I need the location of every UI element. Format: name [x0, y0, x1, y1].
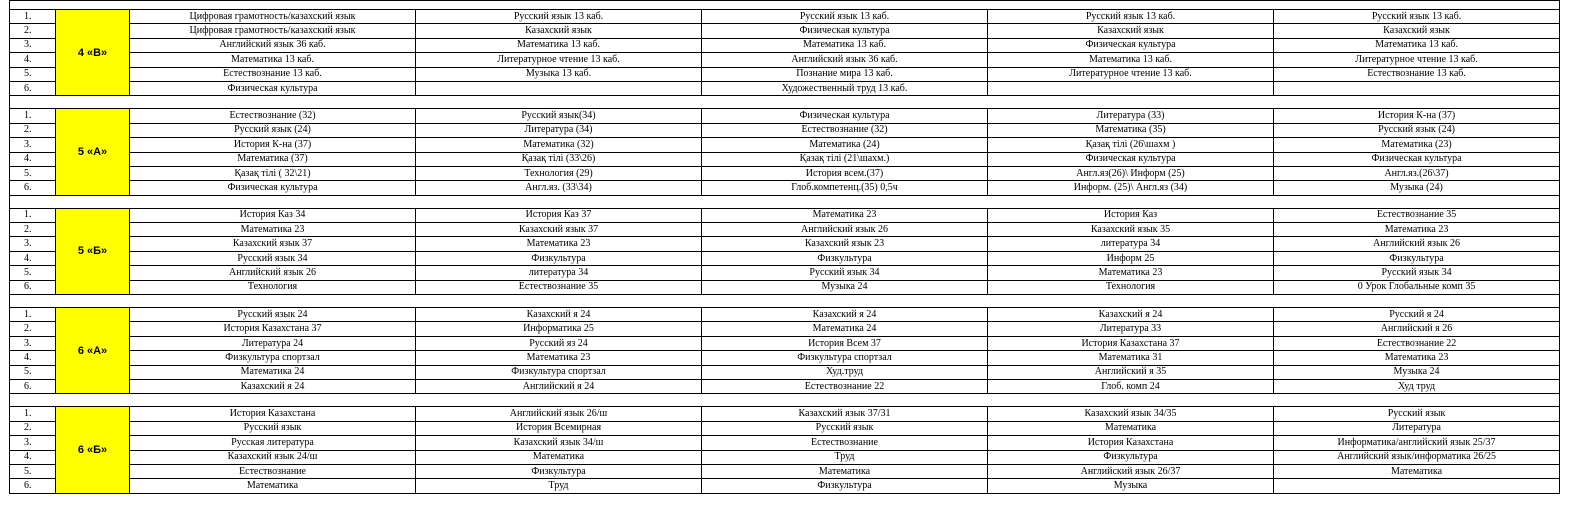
- subject-cell: [416, 81, 702, 95]
- subject-cell: Русский язык (24): [1274, 123, 1560, 137]
- class-name-cell: 5 «А»: [56, 109, 130, 195]
- separator-row: [10, 295, 1560, 308]
- lesson-number: 4.: [10, 152, 56, 166]
- subject-cell: Математика (35): [988, 123, 1274, 137]
- subject-cell: Цифровая грамотность/казахский язык: [130, 10, 416, 24]
- subject-cell: Естествознание: [130, 464, 416, 478]
- subject-cell: Казахский язык 24/ш: [130, 450, 416, 464]
- subject-cell: Худ.труд: [702, 365, 988, 379]
- subject-cell: Математика: [416, 450, 702, 464]
- subject-cell: Казахский язык: [988, 24, 1274, 38]
- subject-cell: Казахский язык 37: [416, 223, 702, 237]
- subject-cell: Физкультура спортзал: [130, 351, 416, 365]
- subject-cell: Физкультура: [702, 251, 988, 265]
- subject-cell: Казахский я 24: [416, 308, 702, 322]
- schedule-row: [10, 421, 1560, 435]
- subject-cell: Информ. (25)\ Англ.яз (34): [988, 181, 1274, 195]
- lesson-number: 3.: [10, 336, 56, 350]
- subject-cell: Художественный труд 13 каб.: [702, 81, 988, 95]
- subject-cell: История К-на (37): [130, 138, 416, 152]
- subject-cell: Английский язык 26: [1274, 237, 1560, 251]
- schedule-row: [10, 251, 1560, 265]
- separator-row: [10, 96, 1560, 109]
- schedule-row: [10, 436, 1560, 450]
- lesson-number: 5.: [10, 166, 56, 180]
- schedule-row: [10, 280, 1560, 294]
- subject-cell: Технология: [130, 280, 416, 294]
- subject-cell: Информатика 25: [416, 322, 702, 336]
- subject-cell: Математика 24: [130, 365, 416, 379]
- subject-cell: Математика: [988, 421, 1274, 435]
- subject-cell: История Казахстана: [130, 407, 416, 421]
- lesson-number: 1.: [10, 208, 56, 222]
- subject-cell: Технология: [988, 280, 1274, 294]
- subject-cell: История всем.(37): [702, 166, 988, 180]
- lesson-number: 2.: [10, 421, 56, 435]
- lesson-number: 6.: [10, 479, 56, 493]
- subject-cell: Русский язык: [130, 421, 416, 435]
- subject-cell: Естествознание: [702, 436, 988, 450]
- subject-cell: Информ 25: [988, 251, 1274, 265]
- schedule-row: [10, 479, 1560, 493]
- subject-cell: Математика 23: [1274, 223, 1560, 237]
- schedule-row: [10, 67, 1560, 81]
- schedule-row: [10, 464, 1560, 478]
- schedule-row: [10, 266, 1560, 280]
- lesson-number: 4.: [10, 351, 56, 365]
- subject-cell: Казахский язык 34/35: [988, 407, 1274, 421]
- schedule-row: [10, 123, 1560, 137]
- subject-cell: Математика 23: [1274, 351, 1560, 365]
- lesson-number: 5.: [10, 266, 56, 280]
- subject-cell: Казахский язык: [1274, 24, 1560, 38]
- subject-cell: Математика 23: [702, 208, 988, 222]
- subject-cell: Английский я 35: [988, 365, 1274, 379]
- schedule-row: [10, 208, 1560, 222]
- lesson-number: 6.: [10, 379, 56, 393]
- subject-cell: Казахский я 24: [702, 308, 988, 322]
- subject-cell: Русский язык(34): [416, 109, 702, 123]
- subject-cell: Естествознание 22: [702, 379, 988, 393]
- subject-cell: Русская литература: [130, 436, 416, 450]
- subject-cell: Математика 13 каб.: [416, 38, 702, 52]
- lesson-number: 6.: [10, 181, 56, 195]
- subject-cell: Математика 23: [416, 237, 702, 251]
- subject-cell: литература 34: [416, 266, 702, 280]
- subject-cell: Англ.яз(26)\ Информ (25): [988, 166, 1274, 180]
- subject-cell: Русский язык 13 каб.: [1274, 10, 1560, 24]
- lesson-number: 5.: [10, 67, 56, 81]
- subject-cell: Музыка: [988, 479, 1274, 493]
- subject-cell: Физическая культура: [702, 109, 988, 123]
- schedule-row: [10, 152, 1560, 166]
- subject-cell: Физкультура спортзал: [416, 365, 702, 379]
- schedule-row: [10, 237, 1560, 251]
- subject-cell: Информатика/английский язык 25/37: [1274, 436, 1560, 450]
- schedule-row: [10, 138, 1560, 152]
- lesson-number: 3.: [10, 38, 56, 52]
- lesson-number: 4.: [10, 53, 56, 67]
- subject-cell: Казахский я 24: [988, 308, 1274, 322]
- class-name-cell: 6 «А»: [56, 308, 130, 394]
- schedule-row: [10, 53, 1560, 67]
- separator-row: [10, 195, 1560, 208]
- subject-cell: Глоб. комп 24: [988, 379, 1274, 393]
- lesson-number: 6.: [10, 81, 56, 95]
- subject-cell: Естествознание 35: [1274, 208, 1560, 222]
- subject-cell: Русский язык 13 каб.: [416, 10, 702, 24]
- lesson-number: 2.: [10, 322, 56, 336]
- lesson-number: 2.: [10, 223, 56, 237]
- subject-cell: Казахский язык 35: [988, 223, 1274, 237]
- subject-cell: Русский я 24: [1274, 308, 1560, 322]
- subject-cell: Англ.яз.(26\37): [1274, 166, 1560, 180]
- subject-cell: Математика: [1274, 464, 1560, 478]
- schedule-row: [10, 308, 1560, 322]
- subject-cell: Английский язык 26: [130, 266, 416, 280]
- class-name-cell: 6 «Б»: [56, 407, 130, 493]
- subject-cell: Математика: [702, 464, 988, 478]
- subject-cell: Англ.яз. (33\34): [416, 181, 702, 195]
- lesson-number: 3.: [10, 237, 56, 251]
- subject-cell: Математика (37): [130, 152, 416, 166]
- separator-cell: [10, 96, 1560, 109]
- subject-cell: История Казахстана 37: [130, 322, 416, 336]
- schedule-row: [10, 336, 1560, 350]
- subject-cell: Математика 24: [702, 322, 988, 336]
- subject-cell: Музыка 13 каб.: [416, 67, 702, 81]
- subject-cell: Английский язык 26: [702, 223, 988, 237]
- subject-cell: Технология (29): [416, 166, 702, 180]
- subject-cell: Труд: [416, 479, 702, 493]
- subject-cell: Математика (24): [702, 138, 988, 152]
- schedule-row: [10, 10, 1560, 24]
- class-name-cell: 4 «В»: [56, 10, 130, 96]
- separator-row: [10, 394, 1560, 407]
- subject-cell: Математика (32): [416, 138, 702, 152]
- subject-cell: История Казахстана 37: [988, 336, 1274, 350]
- subject-cell: Математика 13 каб.: [1274, 38, 1560, 52]
- subject-cell: Музыка 24: [702, 280, 988, 294]
- subject-cell: Литературное чтение 13 каб.: [1274, 53, 1560, 67]
- subject-cell: История Казахстана: [988, 436, 1274, 450]
- subject-cell: Литература: [1274, 421, 1560, 435]
- subject-cell: Математика 23: [130, 223, 416, 237]
- lesson-number: 3.: [10, 436, 56, 450]
- subject-cell: Естествознание 22: [1274, 336, 1560, 350]
- subject-cell: Қазақ тілі (33\26): [416, 152, 702, 166]
- lesson-number: 1.: [10, 407, 56, 421]
- schedule-row: [10, 109, 1560, 123]
- subject-cell: Русский язык: [702, 421, 988, 435]
- subject-cell: Физическая культура: [130, 81, 416, 95]
- subject-cell: Русский язык 13 каб.: [702, 10, 988, 24]
- subject-cell: Математика 31: [988, 351, 1274, 365]
- schedule-row: [10, 181, 1560, 195]
- schedule-table: [9, 0, 1560, 494]
- class-name-cell: 5 «Б»: [56, 208, 130, 294]
- subject-cell: История К-на (37): [1274, 109, 1560, 123]
- lesson-number: 5.: [10, 365, 56, 379]
- subject-cell: Худ труд: [1274, 379, 1560, 393]
- subject-cell: Глоб.компетенц.(35) 0,5ч: [702, 181, 988, 195]
- top-spacer-row: [10, 1, 1560, 10]
- subject-cell: Казахский язык 37/31: [702, 407, 988, 421]
- subject-cell: Русский язык 13 каб.: [988, 10, 1274, 24]
- subject-cell: Физическая культура: [1274, 152, 1560, 166]
- subject-cell: Казахский язык: [416, 24, 702, 38]
- lesson-number: 2.: [10, 24, 56, 38]
- subject-cell: Литературное чтение 13 каб.: [988, 67, 1274, 81]
- subject-cell: Русский язык (24): [130, 123, 416, 137]
- subject-cell: Физкультура: [1274, 251, 1560, 265]
- subject-cell: Труд: [702, 450, 988, 464]
- subject-cell: Английский я 26: [1274, 322, 1560, 336]
- subject-cell: Физкультура: [702, 479, 988, 493]
- subject-cell: Литература (34): [416, 123, 702, 137]
- subject-cell: История Всем 37: [702, 336, 988, 350]
- subject-cell: Математика 23: [988, 266, 1274, 280]
- subject-cell: [988, 81, 1274, 95]
- lesson-number: 1.: [10, 308, 56, 322]
- subject-cell: Естествознание 13 каб.: [130, 67, 416, 81]
- subject-cell: Цифровая грамотность/казахский язык: [130, 24, 416, 38]
- lesson-number: 4.: [10, 450, 56, 464]
- schedule-row: [10, 223, 1560, 237]
- subject-cell: Казахский язык 23: [702, 237, 988, 251]
- lesson-number: 2.: [10, 123, 56, 137]
- subject-cell: Казахский язык 37: [130, 237, 416, 251]
- subject-cell: Английский язык/информатика 26/25: [1274, 450, 1560, 464]
- lesson-number: 5.: [10, 464, 56, 478]
- lesson-number: 4.: [10, 251, 56, 265]
- subject-cell: Математика (23): [1274, 138, 1560, 152]
- subject-cell: Английский язык 36 каб.: [702, 53, 988, 67]
- subject-cell: Физическая культура: [988, 152, 1274, 166]
- subject-cell: Қазақ тілі (26\шахм ): [988, 138, 1274, 152]
- subject-cell: Русский язык 24: [130, 308, 416, 322]
- subject-cell: Музыка 24: [1274, 365, 1560, 379]
- schedule-row: [10, 81, 1560, 95]
- subject-cell: Физкультура: [416, 464, 702, 478]
- subject-cell: Қазақ тілі (21\шахм.): [702, 152, 988, 166]
- subject-cell: Английский я 24: [416, 379, 702, 393]
- lesson-number: 1.: [10, 109, 56, 123]
- subject-cell: Физическая культура: [130, 181, 416, 195]
- subject-cell: История Каз 34: [130, 208, 416, 222]
- subject-cell: Естествознание (32): [702, 123, 988, 137]
- subject-cell: История Каз 37: [416, 208, 702, 222]
- subject-cell: Музыка (24): [1274, 181, 1560, 195]
- schedule-row: [10, 365, 1560, 379]
- lesson-number: 1.: [10, 10, 56, 24]
- schedule-row: [10, 351, 1560, 365]
- subject-cell: Физическая культура: [988, 38, 1274, 52]
- separator-cell: [10, 195, 1560, 208]
- subject-cell: Английский язык 26/37: [988, 464, 1274, 478]
- subject-cell: Английский язык 26/ш: [416, 407, 702, 421]
- subject-cell: Физкультура: [988, 450, 1274, 464]
- subject-cell: Литературное чтение 13 каб.: [416, 53, 702, 67]
- subject-cell: Русский язык 34: [702, 266, 988, 280]
- lesson-number: 3.: [10, 138, 56, 152]
- subject-cell: История Всемирная: [416, 421, 702, 435]
- subject-cell: История Каз: [988, 208, 1274, 222]
- subject-cell: Естествознание 13 каб.: [1274, 67, 1560, 81]
- subject-cell: литература 34: [988, 237, 1274, 251]
- schedule-row: [10, 407, 1560, 421]
- schedule-row: [10, 166, 1560, 180]
- subject-cell: Естествознание (32): [130, 109, 416, 123]
- subject-cell: Литература 33: [988, 322, 1274, 336]
- subject-cell: Физкультура спортзал: [702, 351, 988, 365]
- subject-cell: Физическая культура: [702, 24, 988, 38]
- separator-cell: [10, 394, 1560, 407]
- schedule-row: [10, 38, 1560, 52]
- schedule-row: [10, 24, 1560, 38]
- separator-cell: [10, 295, 1560, 308]
- subject-cell: Математика: [130, 479, 416, 493]
- subject-cell: Қазақ тілі ( 32\21): [130, 166, 416, 180]
- subject-cell: Английский язык 36 каб.: [130, 38, 416, 52]
- lesson-number: 6.: [10, 280, 56, 294]
- subject-cell: Математика 23: [416, 351, 702, 365]
- subject-cell: Казахский я 24: [130, 379, 416, 393]
- subject-cell: Математика 13 каб.: [988, 53, 1274, 67]
- spacer-cell: [10, 1, 1560, 10]
- subject-cell: Русский яз 24: [416, 336, 702, 350]
- schedule-row: [10, 379, 1560, 393]
- subject-cell: Русский язык: [1274, 407, 1560, 421]
- subject-cell: Казахский язык 34/ш: [416, 436, 702, 450]
- subject-cell: Естествознание 35: [416, 280, 702, 294]
- subject-cell: [1274, 81, 1560, 95]
- subject-cell: Литература 24: [130, 336, 416, 350]
- subject-cell: Познание мира 13 каб.: [702, 67, 988, 81]
- subject-cell: Русский язык 34: [130, 251, 416, 265]
- subject-cell: Литература (33): [988, 109, 1274, 123]
- subject-cell: Математика 13 каб.: [702, 38, 988, 52]
- subject-cell: Физкультура: [416, 251, 702, 265]
- subject-cell: [1274, 479, 1560, 493]
- subject-cell: Математика 13 каб.: [130, 53, 416, 67]
- subject-cell: 0 Урок Глобальные комп 35: [1274, 280, 1560, 294]
- schedule-row: [10, 322, 1560, 336]
- subject-cell: Русский язык 34: [1274, 266, 1560, 280]
- schedule-row: [10, 450, 1560, 464]
